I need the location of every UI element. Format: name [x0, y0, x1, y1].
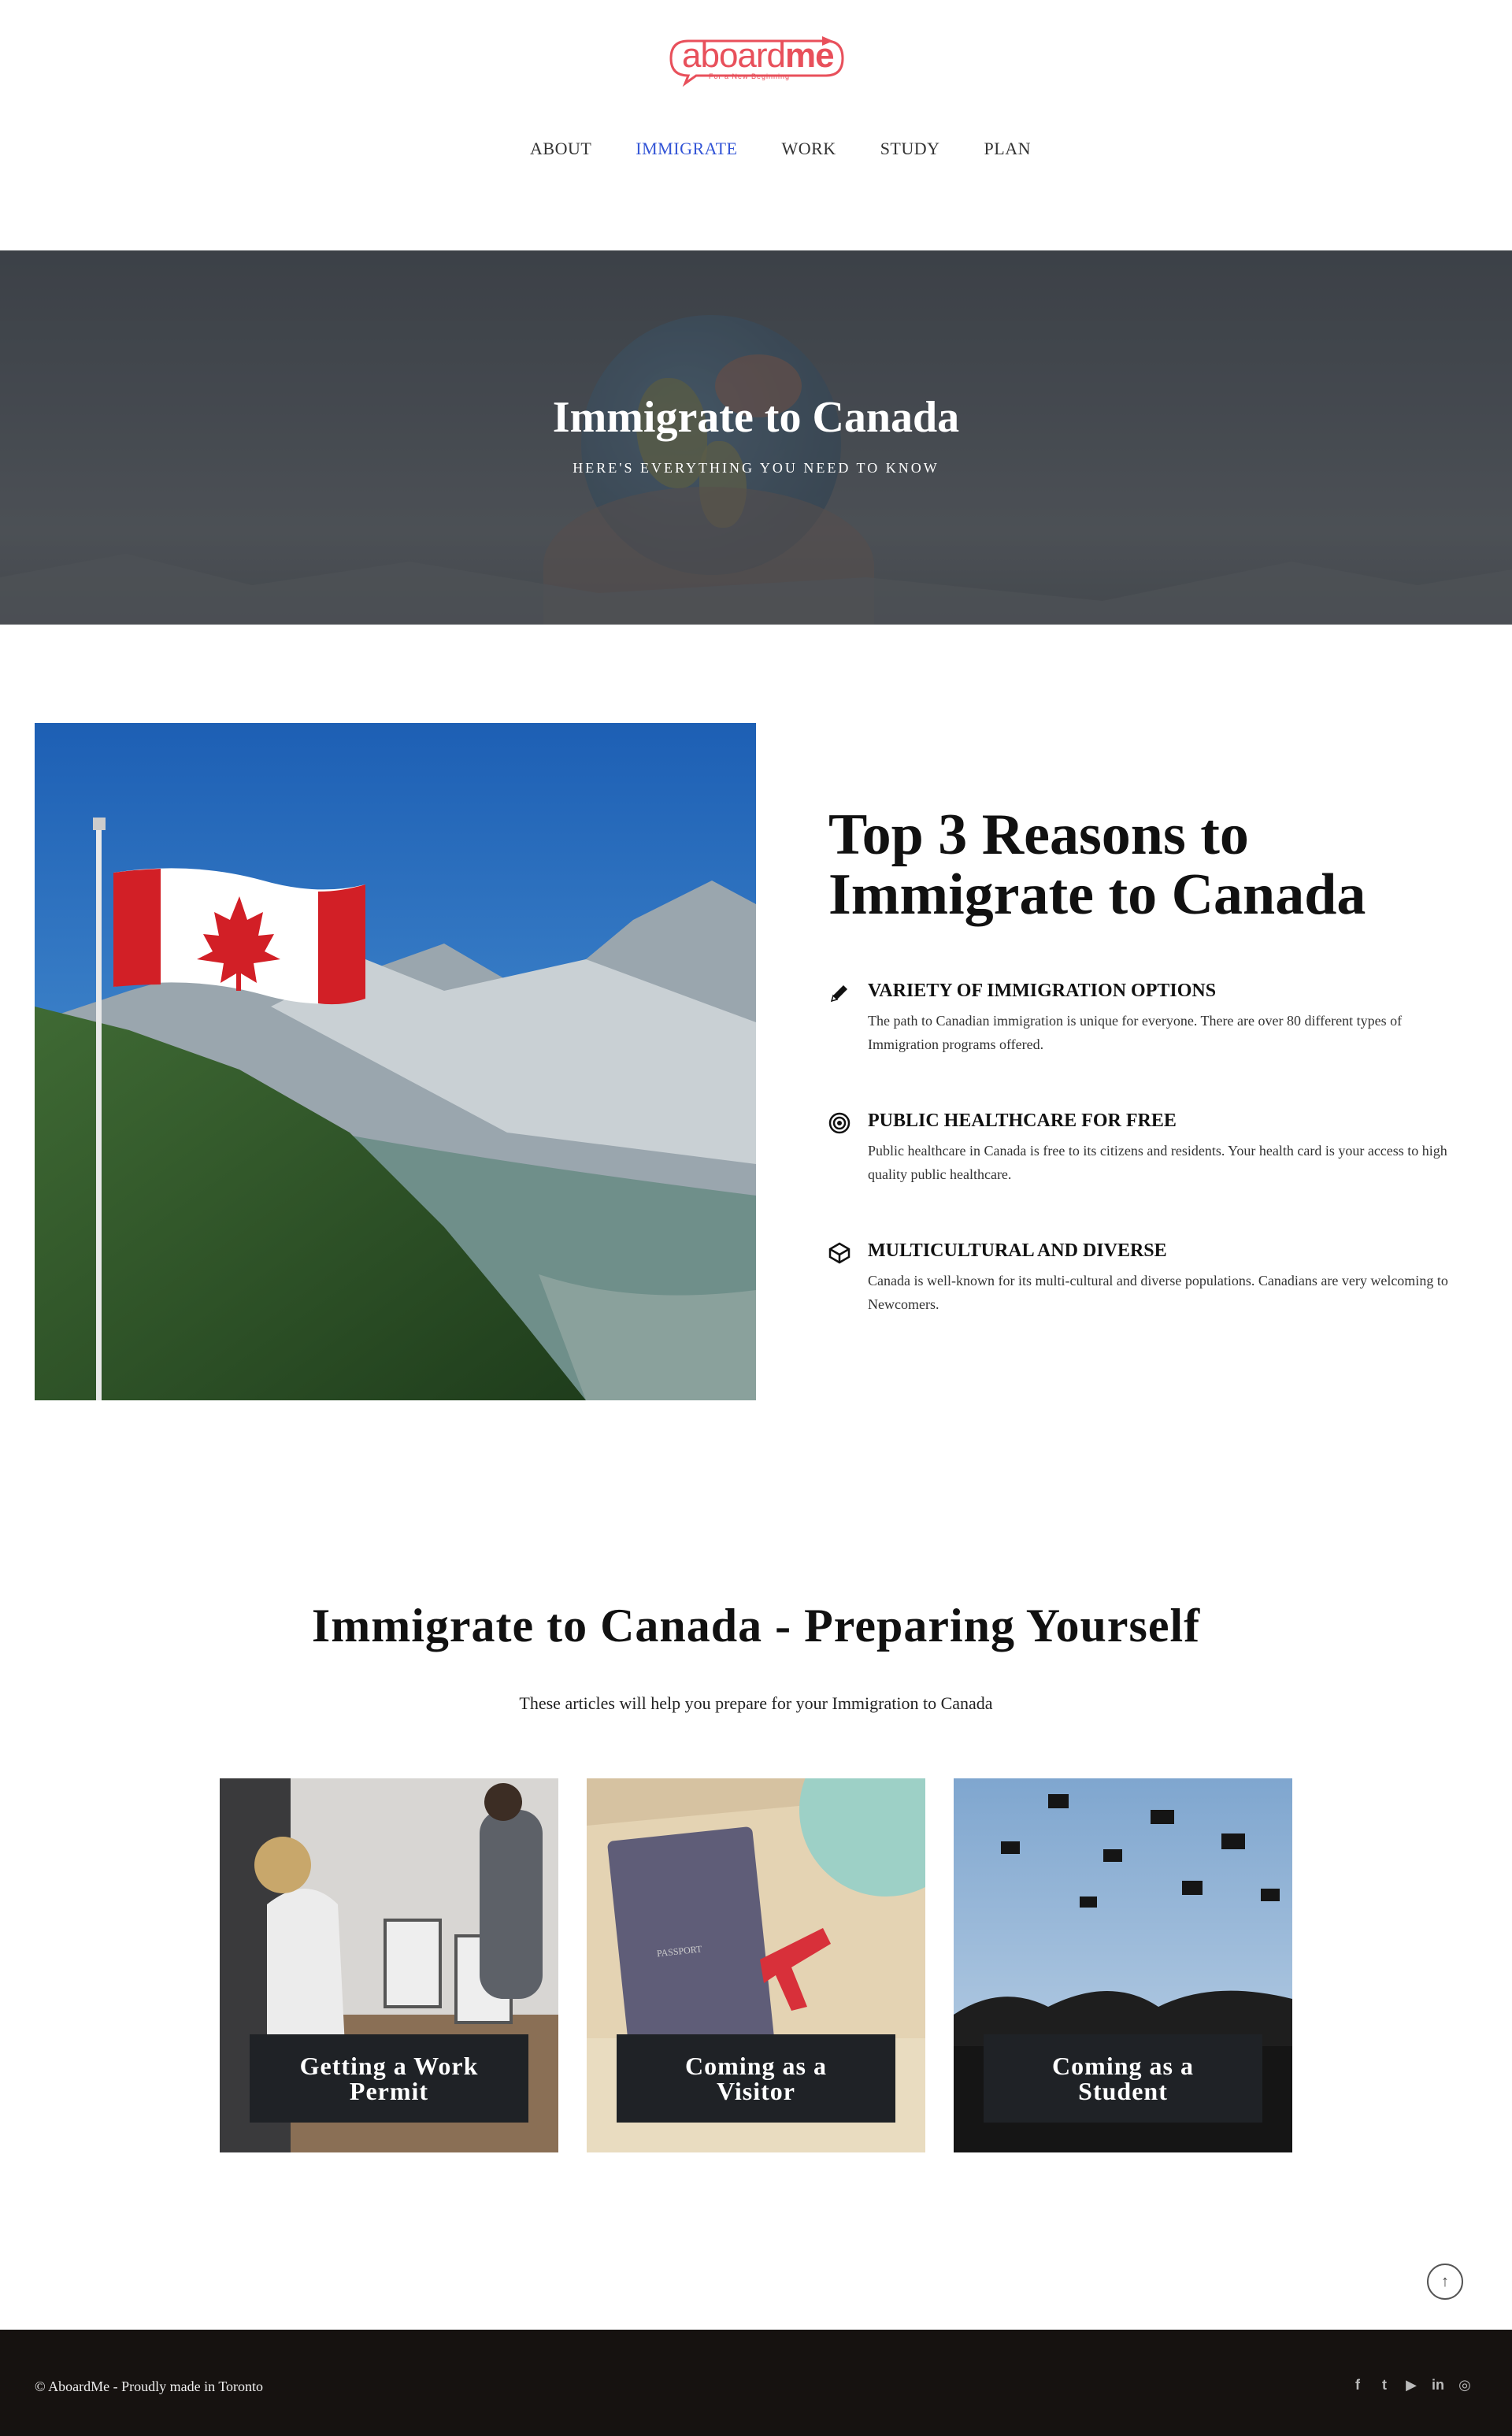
facebook-icon[interactable]: f: [1355, 2377, 1360, 2393]
hero-subtitle: HERE'S EVERYTHING YOU NEED TO KNOW: [573, 460, 939, 476]
reasons-title: Top 3 Reasons to Immigrate to Canada: [828, 803, 1366, 927]
target-icon: [828, 1112, 850, 1134]
reason-text: The path to Canadian immigration is unique for everyone. There are over 80 different types of Immigration programs offered.: [868, 1013, 1403, 1052]
nav-immigrate[interactable]: IMMIGRATE: [636, 139, 738, 158]
pencil-icon: [828, 982, 850, 1004]
logo-wordmark: aboardme: [682, 36, 834, 75]
nav-study[interactable]: STUDY: [880, 139, 940, 158]
site-header: [0, 0, 1512, 250]
article-card-work-permit[interactable]: [220, 1778, 558, 2152]
prepare-subtitle: These articles will help you prepare for your Immigration to Canada: [519, 1693, 993, 1713]
nav-work[interactable]: WORK: [781, 139, 836, 158]
svg-text:PASSPORT: PASSPORT: [656, 1943, 703, 1960]
card-title: Coming as a Visitor: [617, 2034, 895, 2123]
footer-copyright: © AboardMe - Proudly made in Toronto: [35, 2379, 264, 2394]
nav-plan[interactable]: PLAN: [984, 139, 1031, 158]
reason-text: Canada is well-known for its multi-cultural and diverse populations. Canadians are very welcoming to Newcomers.: [868, 1273, 1448, 1312]
nav-about[interactable]: ABOUT: [530, 139, 592, 158]
reason-heading: VARIETY OF IMMIGRATION OPTIONS: [868, 981, 1217, 1001]
reason-text: Public healthcare in Canada is free to its citizens and residents. Your health card is your access to high quality public healthcare.: [868, 1143, 1447, 1182]
site-footer: [0, 2330, 1512, 2436]
back-to-top-button[interactable]: ↑: [1427, 2264, 1463, 2300]
logo-tagline: For a New Beginning: [709, 72, 791, 80]
reason-heading: PUBLIC HEALTHCARE FOR FREE: [868, 1110, 1177, 1131]
twitter-icon[interactable]: t: [1382, 2377, 1387, 2393]
hero-title: Immigrate to Canada: [552, 393, 960, 442]
instagram-icon[interactable]: ◎: [1458, 2377, 1471, 2393]
card-title: Getting a Work Permit: [250, 2034, 528, 2123]
aboardme-logo[interactable]: [665, 33, 847, 88]
prepare-title: Immigrate to Canada - Preparing Yourself: [311, 1600, 1201, 1652]
youtube-icon[interactable]: ▶: [1406, 2377, 1417, 2393]
article-card-visitor[interactable]: [587, 1778, 925, 2152]
canada-flag-photo: [35, 723, 756, 1400]
card-title: Coming as a Student: [984, 2034, 1262, 2123]
hero-banner: [0, 250, 1512, 625]
cube-icon: [828, 1242, 850, 1264]
linkedin-icon[interactable]: in: [1432, 2377, 1444, 2393]
reason-heading: MULTICULTURAL AND DIVERSE: [868, 1240, 1167, 1261]
main-nav: [0, 139, 1512, 162]
article-card-student[interactable]: [954, 1778, 1292, 2152]
social-links: [1350, 2375, 1473, 2394]
